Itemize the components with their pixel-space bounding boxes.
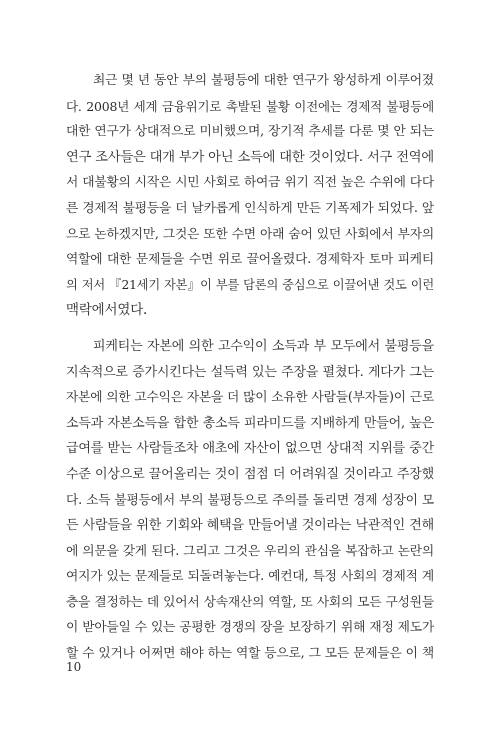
text-line: 대한 연구가 상대적으로 미비했으며, 장기적 추세를 다룬 몇 안 되는	[66, 124, 434, 140]
text-line: 역할에 대한 문제들을 수면 위로 끌어올렸다. 경제학자 토마 피케티	[66, 252, 434, 268]
text-line: 피케티는 자본에 의한 고수익이 소득과 부 모두에서 불평등을	[93, 338, 434, 354]
paragraph-1	[66, 68, 434, 324]
text-line: 급여를 받는 사람들조차 애초에 자산이 없으면 상대적 지위를 중간	[66, 441, 434, 457]
text-line: 의 저서 『21세기 자본』이 부를 담론의 중심으로 이끌어낸 것도 이런	[66, 277, 434, 292]
text-line: 연구 조사들은 대개 부가 아닌 소득에 대한 것이었다. 서구 전역에	[66, 149, 434, 165]
text-line: 소득과 자본소득을 합한 총소득 피라미드를 지배하게 만들어, 높은	[66, 415, 434, 431]
text-line: 른 경제적 불평등을 더 날카롭게 인식하게 만든 기폭제가 되었다. 앞	[66, 200, 434, 216]
text-line: 여지가 있는 문제들로 되돌려놓는다. 예컨대, 특정 사회의 경제적 계	[66, 569, 434, 585]
text-line: 맥락에서였다.	[66, 302, 148, 319]
paragraph-2	[66, 334, 434, 667]
text-line: 자본에 의한 고수익은 자본을 더 많이 소유한 사람들(부자들)이 근로	[66, 390, 434, 406]
text-line: 으로 논하겠지만, 그것은 또한 수면 아래 숨어 있던 사회에서 부자의	[66, 226, 434, 242]
text-line: 든 사람들을 위한 기회와 혜택을 만들어낼 것이라는 낙관적인 견해	[66, 518, 434, 534]
text-line: 지속적으로 증가시킨다는 설득력 있는 주장을 펼쳤다. 게다가 그는	[66, 364, 434, 380]
text-line: 수준 이상으로 끌어올리는 것이 점점 더 어려워질 것이라고 주장했	[66, 466, 434, 482]
text-line: 에 의문을 갖게 된다. 그리고 그것은 우리의 관심을 복잡하고 논란의	[66, 543, 434, 559]
text-line: 다. 2008년 세계 금융위기로 촉발된 불황 이전에는 경제적 불평등에	[66, 98, 434, 114]
text-line: 최근 몇 년 동안 부의 불평등에 대한 연구가 왕성하게 이루어졌	[93, 73, 434, 88]
text-line: 이 받아들일 수 있는 공평한 경쟁의 장을 보장하기 위해 재정 제도가	[66, 620, 434, 636]
page-number: 10	[66, 660, 82, 674]
text-line: 층을 결정하는 데 있어서 상속재산의 역할, 또 사회의 모든 구성원들	[66, 594, 434, 610]
text-line: 다. 소득 불평등에서 부의 불평등으로 주의를 돌리면 경제 성장이 모	[66, 492, 434, 508]
body-text	[66, 68, 434, 667]
text-line: 서 대불황의 시작은 시민 사회로 하여금 위기 직전 높은 수위에 다다	[66, 175, 434, 191]
text-line: 할 수 있거나 어쩌면 해야 하는 역할 등으로, 그 모든 문제들은 이 책	[66, 646, 434, 662]
